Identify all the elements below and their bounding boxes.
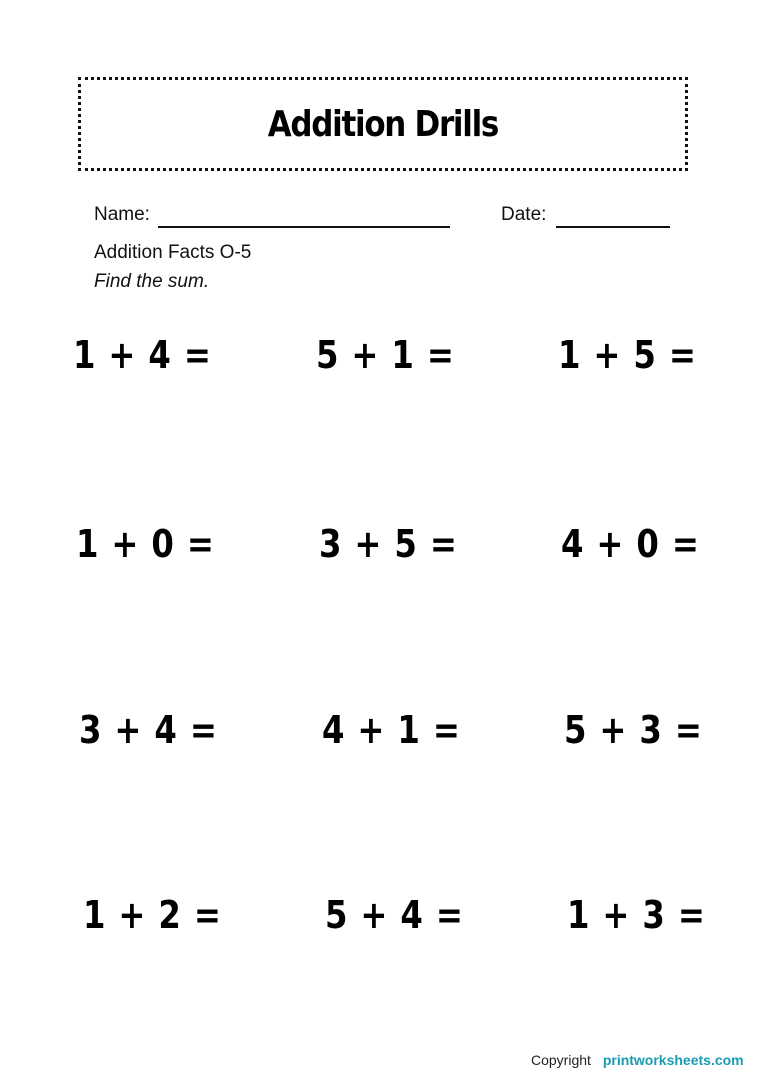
problem-3: 1 + 5 = <box>558 333 697 377</box>
problem-2: 5 + 1 = <box>316 333 455 377</box>
problem-12: 1 + 3 = <box>567 893 706 937</box>
footer <box>531 1052 744 1068</box>
date-label: Date: <box>501 204 547 225</box>
problem-8: 4 + 1 = <box>322 708 461 752</box>
site-link[interactable]: printworksheets.com <box>602 1052 744 1068</box>
copyright-text: Copyright <box>531 1052 591 1068</box>
title-box <box>78 77 688 171</box>
problem-7: 3 + 4 = <box>79 708 218 752</box>
problem-5: 3 + 5 = <box>319 522 458 566</box>
subtitle: Addition Facts O-5 <box>94 242 252 263</box>
problem-9: 5 + 3 = <box>564 708 703 752</box>
date-field[interactable] <box>556 226 670 228</box>
problem-10: 1 + 2 = <box>83 893 222 937</box>
problem-4: 1 + 0 = <box>76 522 215 566</box>
instruction: Find the sum. <box>94 271 210 292</box>
name-field[interactable] <box>158 226 450 228</box>
problem-1: 1 + 4 = <box>73 333 212 377</box>
problem-11: 5 + 4 = <box>325 893 464 937</box>
worksheet-title: Addition Drills <box>267 103 499 145</box>
name-label: Name: <box>94 204 150 225</box>
problem-6: 4 + 0 = <box>561 522 700 566</box>
